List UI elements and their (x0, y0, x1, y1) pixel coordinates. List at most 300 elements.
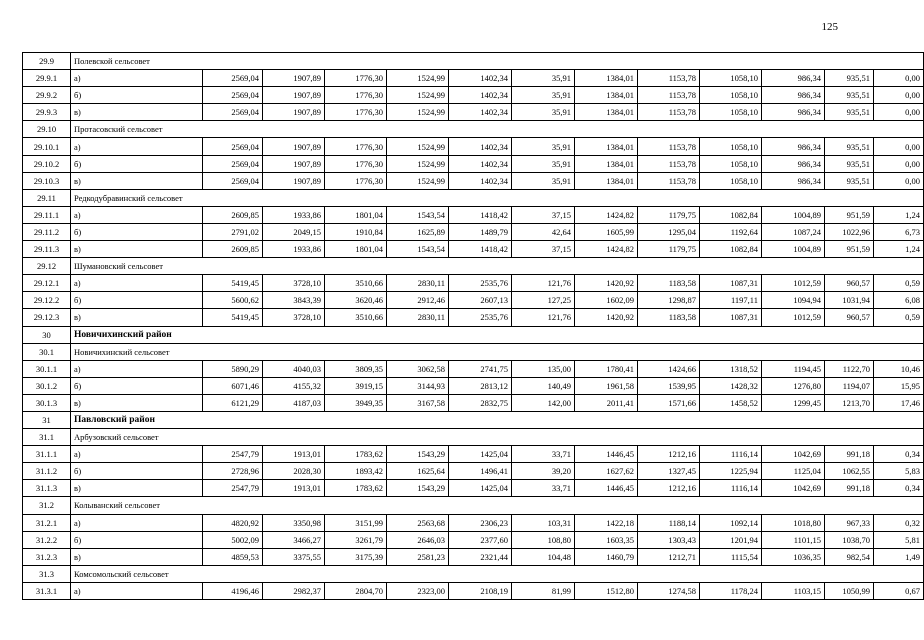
table-cell: 1524,99 (387, 70, 449, 87)
table-cell: 1225,94 (700, 463, 762, 480)
table-row (23, 292, 924, 309)
table-cell: 1776,30 (325, 138, 387, 155)
table-cell: 1384,01 (575, 87, 638, 104)
table-cell: 2028,30 (263, 463, 325, 480)
table-cell: 1153,78 (638, 70, 700, 87)
table-cell: 1058,10 (700, 104, 762, 121)
table-cell: 4820,92 (203, 514, 263, 531)
table-cell: 0,67 (874, 582, 924, 599)
table-cell: 2049,15 (263, 223, 325, 240)
table-cell: 1776,30 (325, 87, 387, 104)
table-cell: 5,83 (874, 463, 924, 480)
table-cell: 1402,34 (449, 87, 512, 104)
table-cell: 1188,14 (638, 514, 700, 531)
table-cell: 3919,15 (325, 377, 387, 394)
table-cell: 986,34 (762, 138, 825, 155)
table-row (23, 531, 924, 548)
row-code: 29.12.2 (23, 292, 71, 309)
table-cell: 1512,80 (575, 582, 638, 599)
table-cell: 6,08 (874, 292, 924, 309)
row-code: 31.1.2 (23, 463, 71, 480)
council-row (23, 497, 924, 514)
table-cell: 39,20 (512, 463, 575, 480)
table-cell: 1907,89 (263, 172, 325, 189)
table-cell: 2535,76 (449, 309, 512, 326)
council-name: Комсомольский сельсовет (71, 565, 924, 582)
table-cell: 0,34 (874, 480, 924, 497)
table-cell: 1543,29 (387, 480, 449, 497)
table-cell: 1776,30 (325, 104, 387, 121)
table-cell: 0,59 (874, 309, 924, 326)
row-variant: а) (71, 360, 203, 377)
table-cell: 2791,02 (203, 223, 263, 240)
table-cell: 1212,16 (638, 446, 700, 463)
table-cell: 5419,45 (203, 275, 263, 292)
table-cell: 1303,43 (638, 531, 700, 548)
table-cell: 960,57 (825, 275, 874, 292)
row-code: 30.1.2 (23, 377, 71, 394)
table-cell: 3843,39 (263, 292, 325, 309)
table-cell: 6121,29 (203, 394, 263, 411)
table-cell: 4040,03 (263, 360, 325, 377)
row-code: 31.1.1 (23, 446, 71, 463)
table-cell: 3167,58 (387, 394, 449, 411)
table-cell: 1543,54 (387, 206, 449, 223)
table-row (23, 223, 924, 240)
table-cell: 15,95 (874, 377, 924, 394)
table-cell: 935,51 (825, 138, 874, 155)
table-cell: 1012,59 (762, 309, 825, 326)
table-cell: 2912,46 (387, 292, 449, 309)
row-code: 31.2.1 (23, 514, 71, 531)
table-cell: 1058,10 (700, 138, 762, 155)
table-row (23, 446, 924, 463)
table-cell: 1201,94 (700, 531, 762, 548)
table-cell: 1418,42 (449, 241, 512, 258)
table-cell: 1092,14 (700, 514, 762, 531)
tariff-table (22, 52, 924, 600)
table-cell: 1625,64 (387, 463, 449, 480)
table-cell: 1776,30 (325, 155, 387, 172)
table-cell: 1327,45 (638, 463, 700, 480)
row-code: 29.11.3 (23, 241, 71, 258)
table-cell: 2569,04 (203, 155, 263, 172)
table-cell: 951,59 (825, 206, 874, 223)
table-cell: 33,71 (512, 480, 575, 497)
table-row (23, 377, 924, 394)
table-cell: 1031,94 (825, 292, 874, 309)
table-cell: 1192,64 (700, 223, 762, 240)
table-cell: 1402,34 (449, 138, 512, 155)
table-cell: 1299,45 (762, 394, 825, 411)
table-cell: 1907,89 (263, 155, 325, 172)
table-cell: 37,15 (512, 241, 575, 258)
table-cell: 967,33 (825, 514, 874, 531)
table-cell: 35,91 (512, 70, 575, 87)
council-name: Полевской сельсовет (71, 53, 924, 70)
row-variant: а) (71, 582, 203, 599)
row-code: 29.10 (23, 121, 71, 138)
table-cell: 1627,62 (575, 463, 638, 480)
table-cell: 1194,07 (825, 377, 874, 394)
row-variant: б) (71, 531, 203, 548)
table-cell: 2563,68 (387, 514, 449, 531)
row-code: 29.12 (23, 258, 71, 275)
table-cell: 1153,78 (638, 155, 700, 172)
row-variant: б) (71, 87, 203, 104)
table-cell: 1907,89 (263, 70, 325, 87)
row-variant: в) (71, 394, 203, 411)
council-name: Шумановский сельсовет (71, 258, 924, 275)
table-cell: 1625,89 (387, 223, 449, 240)
table-cell: 6071,46 (203, 377, 263, 394)
table-cell: 1122,70 (825, 360, 874, 377)
table-cell: 1801,04 (325, 206, 387, 223)
table-cell: 1087,24 (762, 223, 825, 240)
table-cell: 1913,01 (263, 446, 325, 463)
table-cell: 1087,31 (700, 309, 762, 326)
table-cell: 1,24 (874, 206, 924, 223)
table-cell: 1087,31 (700, 275, 762, 292)
table-cell: 1933,86 (263, 241, 325, 258)
table-cell: 1058,10 (700, 155, 762, 172)
table-row (23, 87, 924, 104)
table-cell: 35,91 (512, 138, 575, 155)
table-row (23, 275, 924, 292)
table-cell: 1961,58 (575, 377, 638, 394)
table-cell: 0,34 (874, 446, 924, 463)
row-variant: а) (71, 70, 203, 87)
table-cell: 2804,70 (325, 582, 387, 599)
table-cell: 1004,89 (762, 206, 825, 223)
table-cell: 1907,89 (263, 104, 325, 121)
table-cell: 1418,42 (449, 206, 512, 223)
table-cell: 2569,04 (203, 138, 263, 155)
table-cell: 1524,99 (387, 155, 449, 172)
table-cell: 3144,93 (387, 377, 449, 394)
row-code: 29.11.2 (23, 223, 71, 240)
table-cell: 0,00 (874, 172, 924, 189)
table-cell: 0,00 (874, 138, 924, 155)
table-cell: 1428,32 (700, 377, 762, 394)
row-code: 29.11.1 (23, 206, 71, 223)
table-row (23, 548, 924, 565)
table-cell: 1489,79 (449, 223, 512, 240)
table-cell: 17,46 (874, 394, 924, 411)
table-cell: 1424,82 (575, 206, 638, 223)
row-variant: в) (71, 172, 203, 189)
table-cell: 1602,09 (575, 292, 638, 309)
table-cell: 2609,85 (203, 206, 263, 223)
table-cell: 1524,99 (387, 87, 449, 104)
table-cell: 1062,55 (825, 463, 874, 480)
table-cell: 2535,76 (449, 275, 512, 292)
table-cell: 1058,10 (700, 172, 762, 189)
row-variant: а) (71, 275, 203, 292)
table-cell: 1425,04 (449, 480, 512, 497)
table-cell: 5419,45 (203, 309, 263, 326)
table-cell: 2609,85 (203, 241, 263, 258)
table-cell: 2323,00 (387, 582, 449, 599)
table-cell: 1115,54 (700, 548, 762, 565)
row-code: 31.2.2 (23, 531, 71, 548)
table-cell: 935,51 (825, 104, 874, 121)
table-cell: 1103,15 (762, 582, 825, 599)
table-cell: 1022,96 (825, 223, 874, 240)
table-cell: 1384,01 (575, 155, 638, 172)
district-row (23, 411, 924, 428)
council-row (23, 343, 924, 360)
table-cell: 2581,23 (387, 548, 449, 565)
row-code: 31.2.3 (23, 548, 71, 565)
table-cell: 935,51 (825, 172, 874, 189)
table-cell: 1042,69 (762, 446, 825, 463)
table-cell: 2813,12 (449, 377, 512, 394)
district-name: Павловский район (71, 411, 924, 428)
table-cell: 2982,37 (263, 582, 325, 599)
table-cell: 1125,04 (762, 463, 825, 480)
table-cell: 1783,62 (325, 480, 387, 497)
table-cell: 2830,11 (387, 275, 449, 292)
table-cell: 3728,10 (263, 309, 325, 326)
row-code: 29.9.1 (23, 70, 71, 87)
table-cell: 1496,41 (449, 463, 512, 480)
table-cell: 1212,71 (638, 548, 700, 565)
table-cell: 2741,75 (449, 360, 512, 377)
table-cell: 35,91 (512, 155, 575, 172)
table-cell: 1425,04 (449, 446, 512, 463)
row-code: 29.9.2 (23, 87, 71, 104)
table-cell: 2377,60 (449, 531, 512, 548)
row-code: 30.1 (23, 343, 71, 360)
table-cell: 1295,04 (638, 223, 700, 240)
table-row (23, 360, 924, 377)
table-cell: 1907,89 (263, 87, 325, 104)
table-cell: 10,46 (874, 360, 924, 377)
table-cell: 3261,79 (325, 531, 387, 548)
table-cell: 0,00 (874, 87, 924, 104)
table-cell: 1783,62 (325, 446, 387, 463)
table-cell: 2547,79 (203, 480, 263, 497)
table-cell: 3350,98 (263, 514, 325, 531)
row-variant: б) (71, 377, 203, 394)
table-cell: 1276,80 (762, 377, 825, 394)
table-cell: 1213,70 (825, 394, 874, 411)
table-cell: 986,34 (762, 172, 825, 189)
row-variant: б) (71, 292, 203, 309)
table-cell: 1298,87 (638, 292, 700, 309)
table-cell: 1384,01 (575, 172, 638, 189)
table-cell: 1116,14 (700, 446, 762, 463)
table-cell: 1543,54 (387, 241, 449, 258)
table-cell: 1893,42 (325, 463, 387, 480)
table-cell: 982,54 (825, 548, 874, 565)
table-cell: 37,15 (512, 206, 575, 223)
table-cell: 33,71 (512, 446, 575, 463)
table-cell: 1776,30 (325, 172, 387, 189)
row-variant: б) (71, 223, 203, 240)
row-variant: в) (71, 480, 203, 497)
table-cell: 2321,44 (449, 548, 512, 565)
table-cell: 1910,84 (325, 223, 387, 240)
table-cell: 1038,70 (825, 531, 874, 548)
table-cell: 1274,58 (638, 582, 700, 599)
table-cell: 1524,99 (387, 104, 449, 121)
table-cell: 2306,23 (449, 514, 512, 531)
table-cell: 2569,04 (203, 87, 263, 104)
table-cell: 4187,03 (263, 394, 325, 411)
row-variant: б) (71, 155, 203, 172)
table-cell: 1012,59 (762, 275, 825, 292)
table-cell: 103,31 (512, 514, 575, 531)
row-code: 31 (23, 411, 71, 428)
table-cell: 1058,10 (700, 70, 762, 87)
table-cell: 1913,01 (263, 480, 325, 497)
table-cell: 127,25 (512, 292, 575, 309)
table-cell: 1318,52 (700, 360, 762, 377)
table-cell: 2607,13 (449, 292, 512, 309)
table-cell: 1036,35 (762, 548, 825, 565)
table-row (23, 206, 924, 223)
table-cell: 3466,27 (263, 531, 325, 548)
table-cell: 104,48 (512, 548, 575, 565)
table-cell: 3510,66 (325, 309, 387, 326)
row-code: 29.10.2 (23, 155, 71, 172)
council-name: Протасовский сельсовет (71, 121, 924, 138)
table-cell: 5002,09 (203, 531, 263, 548)
table-cell: 140,49 (512, 377, 575, 394)
table-cell: 986,34 (762, 104, 825, 121)
district-name: Новичихинский район (71, 326, 924, 343)
table-cell: 986,34 (762, 70, 825, 87)
table-row (23, 582, 924, 599)
table-cell: 1058,10 (700, 87, 762, 104)
table-row (23, 309, 924, 326)
row-code: 29.10.3 (23, 172, 71, 189)
table-cell: 1082,84 (700, 206, 762, 223)
table-cell: 1933,86 (263, 206, 325, 223)
table-cell: 3062,58 (387, 360, 449, 377)
table-cell: 2646,03 (387, 531, 449, 548)
table-cell: 1101,15 (762, 531, 825, 548)
table-cell: 1212,16 (638, 480, 700, 497)
council-row (23, 429, 924, 446)
table-cell: 1605,99 (575, 223, 638, 240)
table-cell: 2569,04 (203, 172, 263, 189)
table-cell: 6,73 (874, 223, 924, 240)
table-cell: 1776,30 (325, 70, 387, 87)
table-cell: 35,91 (512, 104, 575, 121)
table-cell: 2728,96 (203, 463, 263, 480)
table-cell: 935,51 (825, 87, 874, 104)
row-code: 31.2 (23, 497, 71, 514)
table-cell: 35,91 (512, 87, 575, 104)
table-cell: 991,18 (825, 446, 874, 463)
table-cell: 2569,04 (203, 70, 263, 87)
council-row (23, 565, 924, 582)
row-code: 31.1 (23, 429, 71, 446)
table-cell: 42,64 (512, 223, 575, 240)
table-cell: 3809,35 (325, 360, 387, 377)
table-cell: 2830,11 (387, 309, 449, 326)
table-cell: 108,80 (512, 531, 575, 548)
table-cell: 1422,18 (575, 514, 638, 531)
table-cell: 1384,01 (575, 138, 638, 155)
table-cell: 35,91 (512, 172, 575, 189)
table-cell: 1446,45 (575, 480, 638, 497)
table-cell: 1384,01 (575, 70, 638, 87)
table-cell: 1194,45 (762, 360, 825, 377)
table-cell: 0,59 (874, 275, 924, 292)
table-row (23, 104, 924, 121)
table-cell: 951,59 (825, 241, 874, 258)
table-cell: 2569,04 (203, 104, 263, 121)
table-cell: 1004,89 (762, 241, 825, 258)
table-cell: 121,76 (512, 275, 575, 292)
table-cell: 3151,99 (325, 514, 387, 531)
table-row (23, 138, 924, 155)
row-code: 29.12.3 (23, 309, 71, 326)
table-cell: 5600,62 (203, 292, 263, 309)
page-number: 125 (821, 21, 838, 33)
table-cell: 1603,35 (575, 531, 638, 548)
row-code: 31.1.3 (23, 480, 71, 497)
table-cell: 1524,99 (387, 138, 449, 155)
table-cell: 142,00 (512, 394, 575, 411)
row-variant: а) (71, 514, 203, 531)
table-cell: 1524,99 (387, 172, 449, 189)
row-code: 31.3 (23, 565, 71, 582)
row-code: 30 (23, 326, 71, 343)
table-cell: 1183,58 (638, 309, 700, 326)
row-code: 29.9.3 (23, 104, 71, 121)
table-cell: 1384,01 (575, 104, 638, 121)
table-row (23, 394, 924, 411)
table-row (23, 155, 924, 172)
table-cell: 4859,53 (203, 548, 263, 565)
row-code: 30.1.3 (23, 394, 71, 411)
table-cell: 1420,92 (575, 309, 638, 326)
council-name: Новичихинский сельсовет (71, 343, 924, 360)
row-code: 29.9 (23, 53, 71, 70)
table-cell: 3510,66 (325, 275, 387, 292)
table-cell: 4196,46 (203, 582, 263, 599)
table-row (23, 70, 924, 87)
row-variant: а) (71, 446, 203, 463)
table-cell: 0,00 (874, 70, 924, 87)
table-cell: 1424,66 (638, 360, 700, 377)
table-cell: 5,81 (874, 531, 924, 548)
table-cell: 1543,29 (387, 446, 449, 463)
table-cell: 1907,89 (263, 138, 325, 155)
council-row (23, 258, 924, 275)
table-cell: 1050,99 (825, 582, 874, 599)
table-cell: 986,34 (762, 155, 825, 172)
row-variant: б) (71, 463, 203, 480)
row-variant: в) (71, 241, 203, 258)
table-cell: 1197,11 (700, 292, 762, 309)
row-code: 31.3.1 (23, 582, 71, 599)
row-variant: в) (71, 104, 203, 121)
table-cell: 1094,94 (762, 292, 825, 309)
table-cell: 1458,52 (700, 394, 762, 411)
table-cell: 1,24 (874, 241, 924, 258)
table-cell: 0,00 (874, 104, 924, 121)
table-cell: 2832,75 (449, 394, 512, 411)
council-row (23, 189, 924, 206)
table-row (23, 463, 924, 480)
district-row (23, 326, 924, 343)
